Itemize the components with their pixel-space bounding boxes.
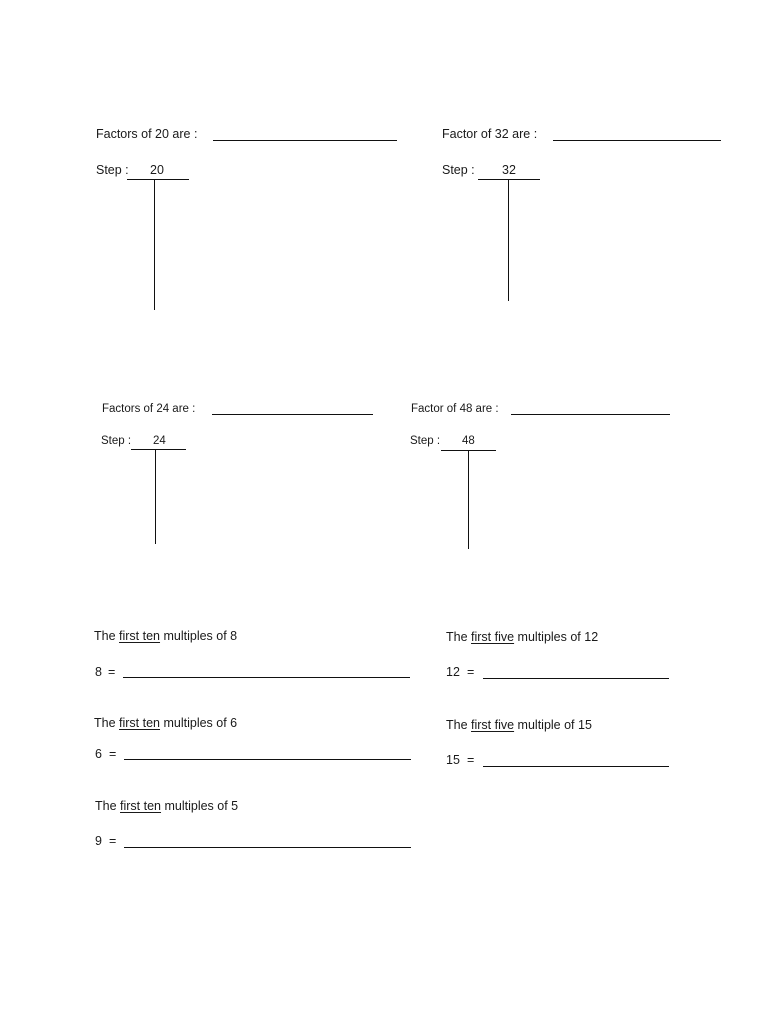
factor-prompt-24: Factors of 24 are : bbox=[102, 403, 196, 415]
multiples-prompt-5: The first ten multiples of 5 bbox=[95, 799, 239, 813]
factor-tree-bar-24 bbox=[131, 449, 186, 450]
equals-sign: = bbox=[109, 747, 117, 761]
multiples-prompt-6: The first ten multiples of 6 bbox=[94, 716, 238, 730]
factor-answer-blank-32[interactable] bbox=[553, 140, 721, 141]
factor-tree-stem-48 bbox=[468, 451, 469, 549]
factor-tree-bar-32 bbox=[478, 179, 540, 180]
step-label-20: Step : bbox=[96, 163, 129, 177]
step-number-32: 32 bbox=[502, 163, 516, 177]
multiples-answer-blank-5[interactable] bbox=[124, 847, 411, 848]
multiples-count-emphasis: first ten bbox=[119, 716, 161, 730]
step-number-20: 20 bbox=[150, 163, 164, 177]
multiples-answer-blank-12[interactable] bbox=[483, 678, 669, 679]
factor-prompt-32: Factor of 32 are : bbox=[442, 127, 538, 141]
factor-answer-blank-20[interactable] bbox=[213, 140, 397, 141]
multiples-count-emphasis: first ten bbox=[120, 799, 162, 813]
step-number-24: 24 bbox=[153, 435, 166, 447]
factor-prompt-48: Factor of 48 are : bbox=[411, 403, 499, 415]
factor-prompt-20: Factors of 20 are : bbox=[96, 127, 198, 141]
step-number-48: 48 bbox=[462, 435, 475, 447]
step-label-48: Step : bbox=[410, 435, 441, 447]
multiples-prompt-12: The first five multiples of 12 bbox=[446, 630, 599, 644]
factor-tree-stem-20 bbox=[154, 180, 155, 310]
multiples-number-8: 8 bbox=[95, 665, 102, 679]
multiples-count-emphasis: first ten bbox=[119, 629, 161, 643]
multiples-prompt-8: The first ten multiples of 8 bbox=[94, 629, 238, 643]
multiples-answer-blank-8[interactable] bbox=[123, 677, 410, 678]
multiples-prompt-15: The first five multiple of 15 bbox=[446, 718, 592, 732]
multiples-number-9: 9 bbox=[95, 834, 102, 848]
multiples-count-emphasis: first five bbox=[471, 630, 515, 644]
factor-tree-stem-24 bbox=[155, 450, 156, 544]
factor-tree-stem-32 bbox=[508, 180, 509, 301]
factor-answer-blank-48[interactable] bbox=[511, 414, 670, 415]
multiples-number-15: 15 bbox=[446, 753, 460, 767]
multiples-count-emphasis: first five bbox=[471, 718, 515, 732]
factor-answer-blank-24[interactable] bbox=[212, 414, 373, 415]
multiples-number-6: 6 bbox=[95, 747, 102, 761]
multiples-answer-blank-6[interactable] bbox=[124, 759, 411, 760]
equals-sign: = bbox=[109, 834, 117, 848]
step-label-24: Step : bbox=[101, 435, 132, 447]
equals-sign: = bbox=[467, 665, 475, 679]
equals-sign: = bbox=[467, 753, 475, 767]
step-label-32: Step : bbox=[442, 163, 475, 177]
multiples-answer-blank-15[interactable] bbox=[483, 766, 669, 767]
multiples-number-12: 12 bbox=[446, 665, 460, 679]
equals-sign: = bbox=[108, 665, 116, 679]
factor-tree-bar-20 bbox=[127, 179, 189, 180]
